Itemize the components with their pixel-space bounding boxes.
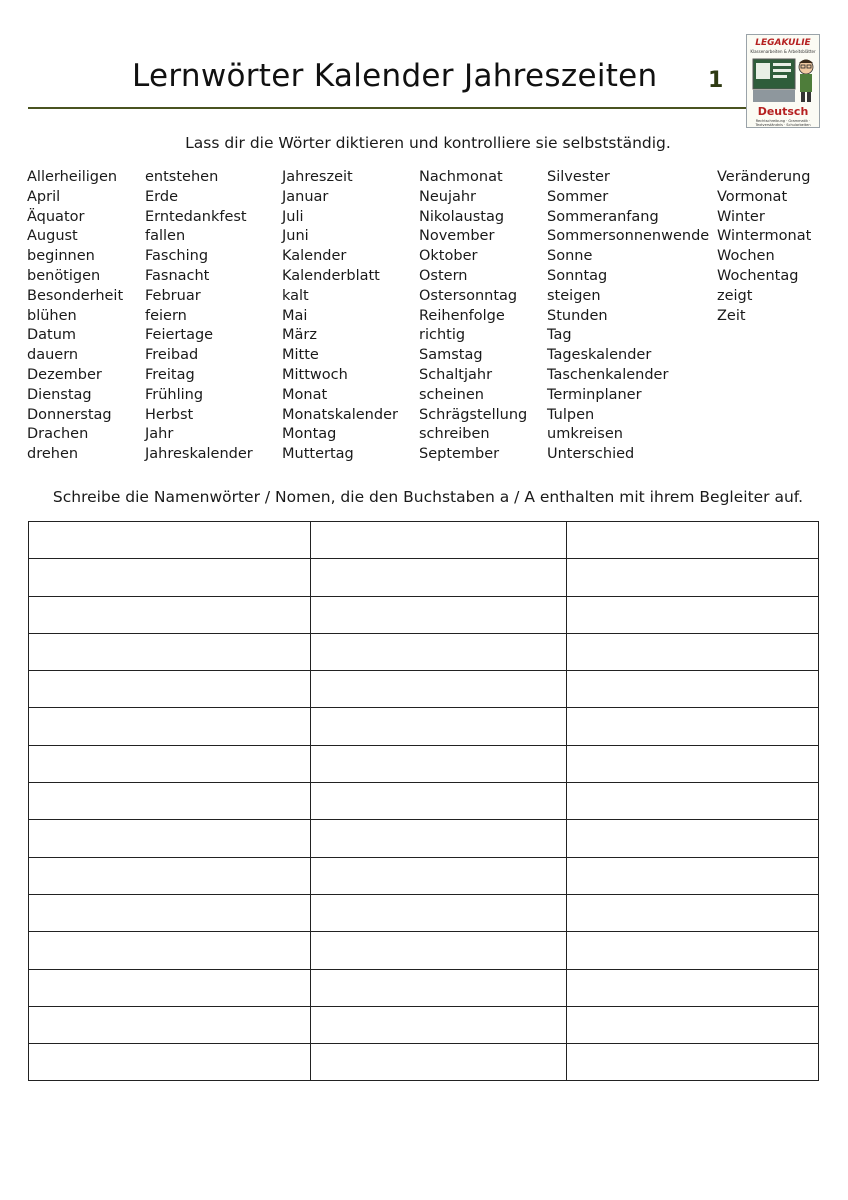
vocabulary-word: Juni [282, 228, 309, 245]
vocabulary-word: Mitte [282, 347, 319, 364]
vocabulary-word: März [282, 327, 317, 344]
task-instruction: Schreibe die Namenwörter / Nomen, die den Buchstaben a / A enthalten mit ihrem Begleiter auf. [52, 488, 804, 506]
vocabulary-word: Ostern [419, 267, 468, 284]
teacher-chalkboard-icon [751, 56, 817, 104]
vocabulary-word: Vormonat [717, 188, 788, 205]
vocabulary-word: Mittwoch [282, 366, 348, 383]
vocabulary-word: Allerheiligen [27, 169, 118, 185]
vocabulary-word: beginnen [27, 248, 95, 265]
vocabulary-word: Sonne [547, 248, 593, 265]
answer-cell[interactable] [311, 671, 567, 708]
table-row [29, 857, 819, 894]
answer-cell[interactable] [311, 1006, 567, 1043]
answer-cell[interactable] [311, 932, 567, 969]
vocabulary-word: Sonntag [547, 267, 608, 284]
answer-cell[interactable] [311, 857, 567, 894]
answer-cell[interactable] [29, 745, 311, 782]
vocabulary-word: zeigt [717, 287, 753, 304]
table-row [29, 671, 819, 708]
logo-brand: LEGAKULIE [755, 38, 811, 48]
vocabulary-word: Frühling [145, 386, 204, 403]
vocabulary-word: Nikolaustag [419, 208, 505, 225]
answer-cell[interactable] [567, 783, 819, 820]
answer-cell[interactable] [567, 820, 819, 857]
answer-cell[interactable] [29, 857, 311, 894]
vocabulary-word: Wochentag [717, 267, 799, 284]
vocabulary-word: Veränderung [717, 169, 811, 185]
table-row [29, 708, 819, 745]
vocabulary-word: dauern [27, 347, 79, 364]
answer-cell[interactable] [29, 559, 311, 596]
answer-cell[interactable] [311, 559, 567, 596]
answer-cell[interactable] [567, 671, 819, 708]
vocabulary-word: Donnerstag [27, 406, 112, 423]
vocabulary-word: Fasnacht [145, 267, 210, 284]
vocabulary-word: entstehen [145, 169, 219, 185]
answer-cell[interactable] [311, 708, 567, 745]
logo-subject: Deutsch [757, 105, 809, 118]
legakulie-logo [746, 34, 820, 128]
answer-cell[interactable] [567, 932, 819, 969]
answer-cell[interactable] [311, 633, 567, 670]
answer-cell[interactable] [311, 820, 567, 857]
vocabulary-word: richtig [419, 327, 466, 344]
vocabulary-word: steigen [547, 287, 601, 304]
vocabulary-word: Montag [282, 426, 337, 443]
table-row [29, 1044, 819, 1081]
answer-cell[interactable] [311, 596, 567, 633]
answer-cell[interactable] [567, 522, 819, 559]
vocabulary-word: April [27, 188, 61, 205]
answer-cell[interactable] [311, 969, 567, 1006]
table-row [29, 969, 819, 1006]
answer-table [28, 521, 819, 1081]
vocabulary-word: drehen [27, 446, 79, 463]
vocabulary-word: Tageskalender [547, 347, 652, 364]
vocabulary-word: Jahr [145, 426, 174, 443]
answer-cell[interactable] [29, 708, 311, 745]
vocabulary-word: umkreisen [547, 426, 623, 443]
answer-cell[interactable] [29, 633, 311, 670]
answer-cell[interactable] [567, 969, 819, 1006]
vocabulary-word: Unterschied [547, 446, 635, 463]
vocabulary-word: Jahreszeit [282, 169, 353, 185]
word-column-2 [145, 168, 253, 465]
vocabulary-word: Äquator [27, 208, 85, 225]
table-row [29, 783, 819, 820]
answer-cell[interactable] [567, 1044, 819, 1081]
answer-cell[interactable] [567, 894, 819, 931]
vocabulary-word: Sommer [547, 188, 609, 205]
vocabulary-word: Februar [145, 287, 201, 304]
answer-cell[interactable] [311, 745, 567, 782]
answer-cell[interactable] [29, 522, 311, 559]
answer-cell[interactable] [29, 1044, 311, 1081]
answer-cell[interactable] [567, 745, 819, 782]
header-divider [28, 107, 750, 109]
vocabulary-word: Silvester [547, 169, 610, 185]
vocabulary-word: Taschenkalender [547, 366, 669, 383]
word-column-6 [717, 168, 811, 326]
vocabulary-word: Sommeranfang [547, 208, 659, 225]
answer-cell[interactable] [567, 633, 819, 670]
vocabulary-word: Reihenfolge [419, 307, 505, 324]
vocabulary-word: Nachmonat [419, 169, 503, 185]
vocabulary-word: Januar [282, 188, 329, 205]
table-row [29, 559, 819, 596]
vocabulary-word: Kalender [282, 248, 347, 265]
answer-cell[interactable] [311, 1044, 567, 1081]
vocabulary-word: Muttertag [282, 446, 354, 463]
answer-cell[interactable] [29, 783, 311, 820]
table-row [29, 522, 819, 559]
vocabulary-word: Sommersonnenwende [547, 228, 710, 245]
vocabulary-word: Besonderheit [27, 287, 124, 304]
table-row [29, 894, 819, 931]
table-row [29, 1006, 819, 1043]
vocabulary-word: Wintermonat [717, 228, 812, 245]
vocabulary-word: Oktober [419, 248, 478, 265]
vocabulary-word: Juli [282, 208, 304, 225]
logo-tagline: Klassenarbeiten & Arbeitsblätter [750, 49, 816, 54]
vocabulary-word: Datum [27, 327, 77, 344]
vocabulary-word: Zeit [717, 307, 746, 324]
vocabulary-word: November [419, 228, 495, 245]
vocabulary-word: kalt [282, 287, 309, 304]
vocabulary-word: Tag [547, 327, 572, 344]
vocabulary-word: Mai [282, 307, 308, 324]
vocabulary-word: Dezember [27, 366, 102, 383]
vocabulary-word: Erntedankfest [145, 208, 247, 225]
table-row [29, 820, 819, 857]
answer-cell[interactable] [29, 671, 311, 708]
vocabulary-word: feiern [145, 307, 187, 324]
answer-cell[interactable] [311, 894, 567, 931]
word-column-5 [547, 168, 709, 465]
vocabulary-word: Winter [717, 208, 765, 225]
table-row [29, 596, 819, 633]
vocabulary-word: Stunden [547, 307, 608, 324]
vocabulary-word: Feiertage [145, 327, 214, 344]
vocabulary-word: schreiben [419, 426, 490, 443]
vocabulary-word: August [27, 228, 78, 245]
word-column-3 [282, 168, 398, 465]
answer-cell[interactable] [29, 894, 311, 931]
vocabulary-word: Herbst [145, 406, 194, 423]
vocabulary-word: Freibad [145, 347, 199, 364]
vocabulary-word: Jahreskalender [145, 446, 253, 463]
page-number: 1 [708, 68, 724, 93]
answer-cell[interactable] [567, 857, 819, 894]
answer-cell[interactable] [29, 1006, 311, 1043]
table-row [29, 745, 819, 782]
dictation-instruction: Lass dir die Wörter diktieren und kontrolliere sie selbstständig. [185, 134, 671, 152]
vocabulary-word: fallen [145, 228, 186, 245]
answer-cell[interactable] [29, 596, 311, 633]
vocabulary-word: scheinen [419, 386, 484, 403]
answer-cell[interactable] [567, 559, 819, 596]
vocabulary-word: blühen [27, 307, 77, 324]
vocabulary-word: benötigen [27, 267, 101, 284]
vocabulary-word: Ostersonntag [419, 287, 518, 304]
vocabulary-word: Monat [282, 386, 328, 403]
vocabulary-word: Samstag [419, 347, 483, 364]
vocabulary-word: Terminplaner [547, 386, 642, 403]
answer-cell[interactable] [29, 932, 311, 969]
vocabulary-word: Freitag [145, 366, 195, 383]
vocabulary-word: Kalenderblatt [282, 267, 380, 284]
vocabulary-word: Drachen [27, 426, 89, 443]
vocabulary-word: Schrägstellung [419, 406, 528, 423]
answer-cell[interactable] [567, 708, 819, 745]
answer-cell[interactable] [29, 969, 311, 1006]
page-title: Lernwörter Kalender Jahreszeiten [132, 58, 658, 94]
table-row [29, 932, 819, 969]
vocabulary-word: Dienstag [27, 386, 92, 403]
answer-cell[interactable] [29, 820, 311, 857]
vocabulary-word: September [419, 446, 500, 463]
vocabulary-word: Monatskalender [282, 406, 398, 423]
vocabulary-word: Fasching [145, 248, 209, 265]
answer-cell[interactable] [311, 783, 567, 820]
answer-cell[interactable] [567, 596, 819, 633]
vocabulary-word: Neujahr [419, 188, 477, 205]
word-column-1 [27, 168, 123, 465]
answer-cell[interactable] [311, 522, 567, 559]
logo-subline: Rechtschreibung · Grammatik · Textverständnis · Schularbeiten [755, 119, 811, 127]
table-row [29, 633, 819, 670]
vocabulary-word: Erde [145, 188, 178, 205]
vocabulary-word: Schaltjahr [419, 366, 493, 383]
word-column-4 [419, 168, 527, 465]
answer-cell[interactable] [567, 1006, 819, 1043]
vocabulary-word: Tulpen [547, 406, 595, 423]
vocabulary-word: Wochen [717, 248, 775, 265]
